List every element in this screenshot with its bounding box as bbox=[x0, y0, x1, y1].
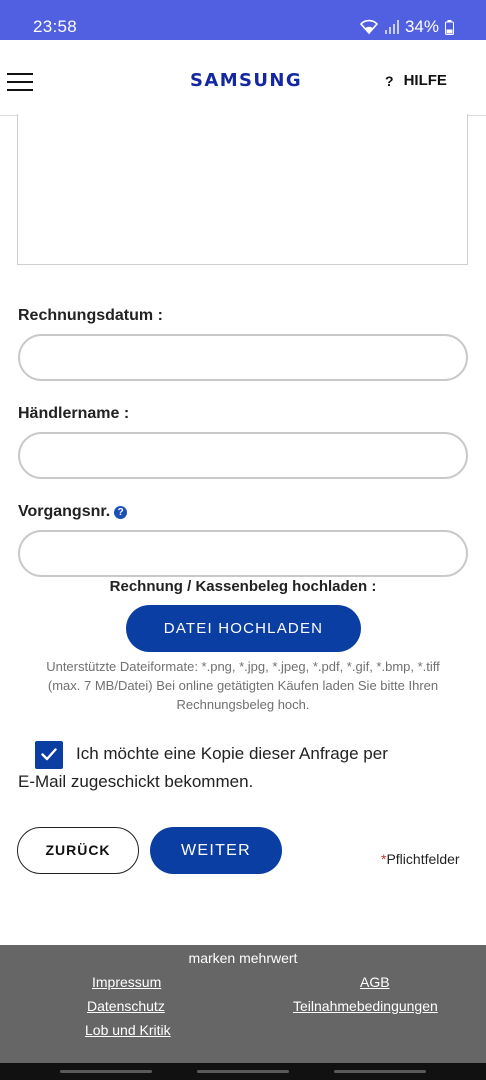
process-number-label bbox=[18, 503, 127, 521]
message-textarea[interactable] bbox=[17, 114, 468, 265]
info-icon[interactable]: ? bbox=[114, 506, 127, 519]
upload-file-button[interactable]: DATEI HOCHLADEN bbox=[126, 605, 361, 652]
agb-link[interactable]: AGB bbox=[360, 974, 390, 990]
required-star: * bbox=[381, 851, 387, 867]
retailer-label bbox=[18, 405, 129, 423]
impressum-link[interactable]: Impressum bbox=[92, 974, 162, 990]
lob-und-kritik-link[interactable]: Lob und Kritik bbox=[85, 1022, 171, 1038]
formats-line-2: (max. 7 MB/Datei) Bei online getätigten Käufen laden Sie bitte Ihren bbox=[47, 678, 439, 693]
next-button[interactable]: WEITER bbox=[150, 827, 282, 874]
invoice-date-field[interactable] bbox=[18, 334, 468, 381]
nav-home-handle[interactable] bbox=[197, 1070, 289, 1073]
site-footer bbox=[0, 945, 486, 1063]
copy-email-label-line-1: Ich möchte eine Kopie dieser Anfrage per bbox=[76, 744, 388, 763]
datenschutz-link[interactable]: Datenschutz bbox=[87, 998, 165, 1014]
help-link[interactable] bbox=[385, 72, 447, 89]
copy-email-label-line-2: E-Mail zugeschickt bekommen. bbox=[18, 772, 254, 791]
invoice-date-label bbox=[18, 307, 163, 325]
battery-percent: 34% bbox=[404, 17, 439, 36]
battery-icon bbox=[445, 20, 454, 35]
process-number-field[interactable] bbox=[18, 530, 468, 577]
menu-icon[interactable] bbox=[7, 73, 33, 91]
retailer-field[interactable] bbox=[18, 432, 468, 479]
samsung-logo[interactable]: SAMSUNG bbox=[190, 70, 303, 91]
help-label: HILFE bbox=[403, 72, 447, 89]
nav-back-handle[interactable] bbox=[334, 1070, 426, 1073]
footer-brand: marken mehrwert bbox=[188, 950, 298, 966]
status-icons bbox=[359, 17, 454, 37]
upload-title: Rechnung / Kassenbeleg hochladen : bbox=[109, 578, 377, 595]
formats-line-3: Rechnungsbeleg hoch. bbox=[176, 697, 310, 712]
supported-formats-text bbox=[14, 657, 472, 714]
question-icon: ? bbox=[385, 72, 394, 89]
status-time: 23:58 bbox=[33, 17, 78, 36]
teilnahmebedingungen-link[interactable]: Teilnahmebedingungen bbox=[293, 998, 438, 1014]
required-label: Pflichtfelder bbox=[386, 851, 460, 867]
retailer-label-text: Händlername : bbox=[18, 405, 130, 422]
formats-line-1: Unterstützte Dateiformate: *.png, *.jpg, *.jpeg, *.pdf, *.gif, *.bmp, *.tiff bbox=[46, 659, 440, 674]
system-nav-bar bbox=[0, 1063, 486, 1080]
back-button[interactable]: ZURÜCK bbox=[17, 827, 139, 874]
invoice-date-label-text: Rechnungsdatum : bbox=[18, 307, 163, 324]
site-header bbox=[0, 40, 486, 116]
required-fields-note bbox=[381, 851, 460, 867]
wifi-icon bbox=[359, 19, 379, 35]
signal-icon bbox=[385, 20, 399, 34]
copy-email-checkbox[interactable] bbox=[35, 741, 63, 769]
checkmark-icon bbox=[41, 748, 57, 761]
status-bar bbox=[0, 0, 486, 40]
process-number-label-text: Vorgangsnr. bbox=[18, 503, 111, 520]
nav-recent-handle[interactable] bbox=[60, 1070, 152, 1073]
